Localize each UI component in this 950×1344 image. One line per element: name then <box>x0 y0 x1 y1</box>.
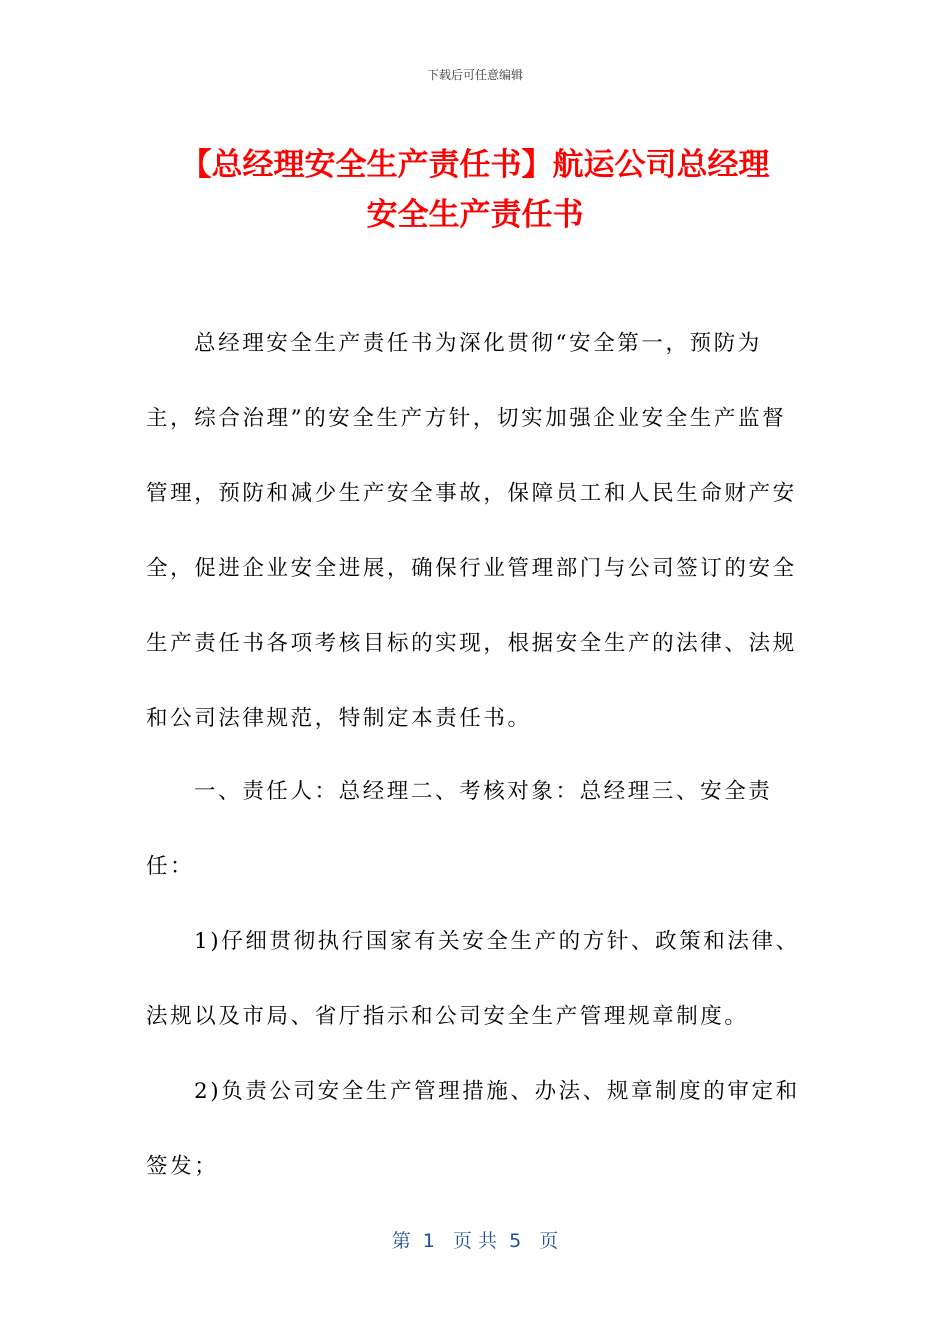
title-line-1: 【总经理安全生产责任书】航运公司总经理 <box>180 147 770 183</box>
paragraph-item-2: 2)负责公司安全生产管理措施、办法、规章制度的审定和签发； <box>146 1079 800 1179</box>
document-title <box>100 140 850 240</box>
title-line-2: 安全生产责任书 <box>366 197 584 233</box>
paragraph-intro: 总经理安全生产责任书为深化贯彻“安全第一，预防为主，综合治理”的安全生产方针，切实加强企业安全生产监督管理，预防和减少生产安全事故，保障员工和人民生命财产安全，促进企业安全进展，确保行业管理部门与公司签订的安全生产责任书各项考核目标的实现，根据安全生产的法律、法规和公司法律规范，特制定本责任书。 <box>146 331 797 731</box>
paragraph-sections: 一、责任人：总经理二、考核对象：总经理三、安全责任： <box>146 779 773 879</box>
paragraph-item-1: 1)仔细贯彻执行国家有关安全生产的方针、政策和法律、法规以及市局、省厅指示和公司安全生产管理规章制度。 <box>146 929 800 1029</box>
header-note: 下载后可任意编辑 <box>426 68 523 82</box>
page-number: 第 1 页 共 5 页 <box>391 1230 559 1252</box>
